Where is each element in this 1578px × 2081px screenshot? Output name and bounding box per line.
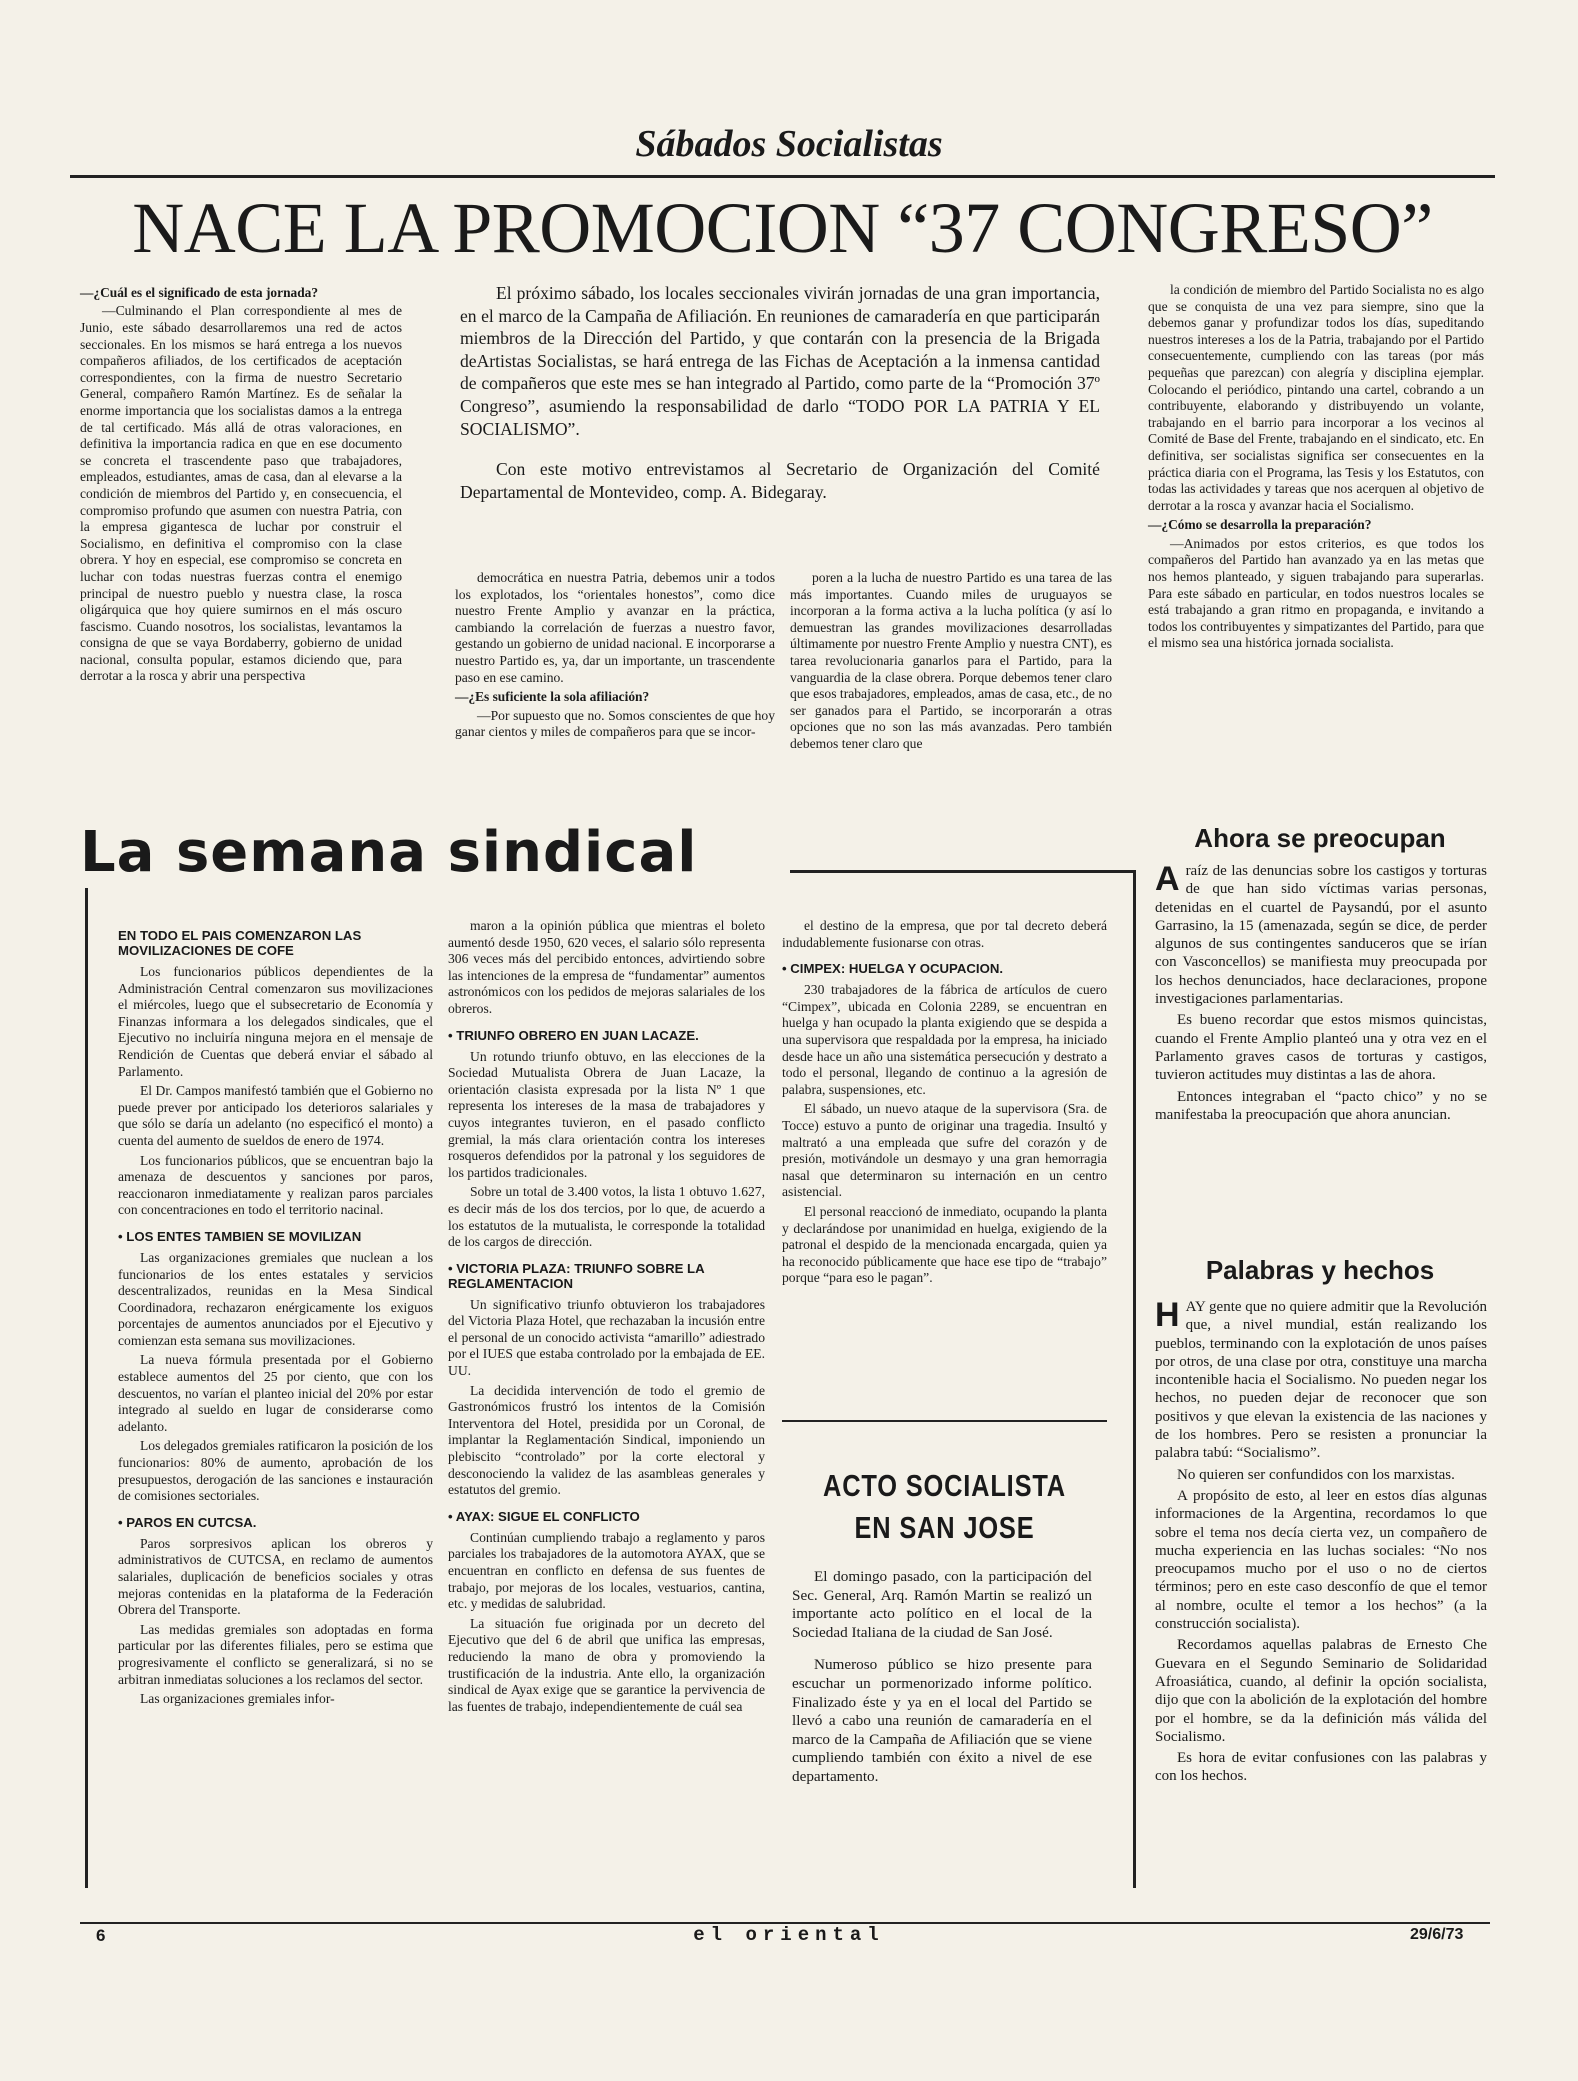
intro-paragraph: Con este motivo entrevistamos al Secretario de Organización del Comité Departamental de Montevideo, comp. A. Bidegaray. <box>460 459 1100 502</box>
subheading: • VICTORIA PLAZA: TRIUNFO SOBRE LA REGLAMENTACION <box>448 1260 705 1291</box>
ahora-body <box>1155 862 1487 1124</box>
paragraph: la condición de miembro del Partido Socialista no es algo que se conquista de una vez para siempre, sino que la debemos ganar y profundizar todos los días, supeditando nuestros intereses a los de la Patria, trabajando por el Partido consecuentemente, cumpliendo con las tareas (por más pequeñas que parezcan) con alegría y disciplina ejemplar. Colocando el periódico, pintando una cartel, cobrando a un contribuyente, elaborando y distribuyendo un volante, trabajando en el barrio para incorporar a los vecinos al Comité de Base del Frente, trabajando en el sindicato, etc. En definitiva, ser socialistas significa ser consecuentes en la práctica diaria con el Programa, las Tesis y los Estatutos, con todas las actividades y tareas que nos acerquen al objetivo de derrotar a la rosca y avanzar hacia el Socialismo. <box>1148 282 1484 513</box>
paragraph: No quieren ser confundidos con los marxistas. <box>1177 1466 1455 1483</box>
paragraph: Continúan cumpliendo trabajo a reglamento y paros parciales los trabajadores de la automotora AYAX, que se encuentran en conflicto en defensa de sus fuentes de trabajo, por mejoras de los locales, vestuarios, cantina, etc. y medidas de salubridad. <box>448 1529 765 1612</box>
semana-frame-right <box>1133 870 1136 1888</box>
paragraph: Es bueno recordar que estos mismos quincistas, cuando el Frente Amplio planteó una y otra vez en el Parlamento graves casos de torturas y castigos, tuvieron actitudes muy distintas a las de ahora. <box>1155 1012 1487 1084</box>
acto-body <box>792 1568 1092 1801</box>
paragraph: 230 trabajadores de la fábrica de artículos de cuero “Cimpex”, ubicada en Colonia 2289, se encuentran en huelga y han ocupado la planta exigiendo que se despida a una supervisora que respaldada por la empresa, ha iniciado desde hace un año una sistemática persecución y destrato a todo el personal, llegando de continuo a la agresión de palabra, suspensiones, etc. <box>782 982 1107 1097</box>
newspaper-name: el oriental <box>693 1924 885 1946</box>
paragraph: Un significativo triunfo obtuvieron los trabajadores del Victoria Plaza Hotel, que rechazaban la incusión entre el personal de un conocido activista “amarillo” adiestrado por el IUES que estaba controlado por la embajada de EE. UU. <box>448 1296 765 1379</box>
intro-paragraph: El próximo sábado, los locales seccionales vivirán jornadas de una gran importancia, en el marco de la Campaña de Afiliación. En reuniones de camaradería en que participarán miembros de la Dirección del Partido, y que contarán con la presencia de la Brigada deArtistas Socialistas, se hará entrega de las Fichas de Aceptación a la inmensa cantidad de compañeros que este mes se han integrado al Partido, como parte de la “Promoción 37º Congreso”, asumiendo la responsabilidad de darlo “TODO POR LA PATRIA Y EL SOCIALISMO”. <box>460 283 1100 439</box>
paragraph: democrática en nuestra Patria, debemos unir a todos los explotados, los “orientales honestos”, como dice nuestro Frente Amplio y avanzar en la práctica, cambiando la correlación de fuerzas a nuestro favor, gestando un gobierno de unidad nacional. E incorporarse a nuestro Partido es, ya, dar un importante, un trascendente paso en ese camino. <box>455 570 775 685</box>
issue-date: 29/6/73 <box>1410 1926 1464 1943</box>
paragraph: Las organizaciones gremiales que nuclean a los funcionarios de los entes estatales y servicios descentralizados, reunidas en la Mesa Sindical Coordinadora, rechazaron enérgicamente los exiguos porcentajes de aumentos anunciados por el Ejecutivo y comienzan esta semana sus movilizaciones. <box>118 1249 433 1348</box>
paragraph: Paros sorpresivos aplican los obreros y administrativos de CUTCSA, en reclamo de aumentos salariales, duplicación de beneficios sociales y otras mejoras contenidas en la plataforma de la Federación Obrera del Transporte. <box>118 1535 433 1618</box>
paragraph: El Dr. Campos manifestó también que el Gobierno no puede prever por anticipado los deterioros salariales y que sólo se daría un adelanto (no especificó el monto) a cuenta del aumento de sueldos de enero de 1974. <box>118 1083 433 1148</box>
paragraph: raíz de las denuncias sobre los castigos y torturas de que han sido víctimas varias personas, detenidas en el cuartel de Paysandú, por el asunto Garrasino, la 15 (amenazada, según se dice, de perder algunos de sus contingentes sanduceros que se irían con Vasconcellos) se manifiesta muy preocupada por los hechos denunciados, hace declaraciones, propone investigaciones parlamentarias. <box>1155 863 1487 1008</box>
ahora-title: Ahora se preocupan <box>1194 823 1446 853</box>
acto-title-line1: ACTO SOCIALISTA <box>823 1468 1066 1503</box>
section-rule <box>70 175 1495 178</box>
interview-column-4 <box>1148 282 1484 652</box>
palabras-title: Palabras y hechos <box>1205 1255 1435 1285</box>
paragraph: Las organizaciones gremiales infor- <box>140 1691 335 1707</box>
paragraph: —Animados por estos criterios, es que todos los compañeros del Partido han avanzado ya en las metas que nos hemos planteado, y siguen trabajando para superarlas. Para este sábado en particular, en todos nuestros locales se está trabajando a gran ritmo en propaganda, e invitando a todos los contribuyentes y simpatizantes del Partido, para que el mismo sea una histórica jornada socialista. <box>1148 535 1484 651</box>
page-number: 6 <box>96 1926 106 1945</box>
paragraph: Numeroso público se hizo presente para escuchar un pormenorizado informe político. Finalizado éste y ya en el local del Partido se llevó a cabo una reunión de camaradería en el marco de la Campaña de Afiliación que se viene cumpliendo también con éxito a nivel de ese departamento. <box>792 1656 1092 1785</box>
paragraph: A propósito de esto, al leer en estos días algunas informaciones de la Argentina, recordamos lo que sobre el tema nos decía cierta vez, un compañero de mucha experiencia en las luchas sociales: “No nos preocupamos mucho por el uso o no de ciertos términos; pero en este caso desconfío de que el temor al nombre, oculte el temor a los hechos” (a la construcción socialista). <box>1155 1487 1487 1633</box>
acto-box-rule <box>782 1420 1107 1422</box>
paragraph: Los funcionarios públicos dependientes de la Administración Central comenzaron sus movilizaciones el miércoles, luego que el subsecretario de Economía y Finanzas informara a los delegados sindicales, que el Ejecutivo no incluiría ninguna mejora en el mensaje de Rendición de Cuentas que deberá enviar el sábado al Parlamento. <box>118 964 433 1079</box>
paragraph: El domingo pasado, con la participación del Sec. General, Arq. Ramón Martin se realizó un importante acto político en el local de la Sociedad Italiana de la ciudad de San José. <box>792 1568 1092 1641</box>
paragraph: AY gente que no quiere admitir que la Revolución que, a nivel mundial, están realizando los pueblos, terminando con la explotación de unos países por otros, de una clase por otra, constituye una marcha incontenible hacia el Socialismo. No pueden negar los hechos, no pueden dejar de reconocer que son positivos y que elevan la existencia de las naciones y de los hombres. Pero se resisten a pronunciar la palabra tabú: “Socialismo”. <box>1155 1299 1487 1462</box>
subheading: • PAROS EN CUTCSA. <box>118 1514 257 1530</box>
section-title: Sábados Socialistas <box>635 123 943 165</box>
paragraph: El personal reaccionó de inmediato, ocupando la planta y declarándose por unanimidad en huelga, exigiendo de la patronal el despido de la mencionada encargada, quien ya ha reconocido públicamente que hace ese tipo de “trabajo” porque “para eso le pagan”. <box>782 1203 1107 1286</box>
paragraph: Los delegados gremiales ratificaron la posición de los funcionarios: 80% de aumento, aprobación de los presupuestos, derogación de las sanciones e instauración de comisiones sectoriales. <box>118 1438 433 1504</box>
subheading: • LOS ENTES TAMBIEN SE MOVILIZAN <box>118 1228 362 1244</box>
interview-column-3 <box>790 570 1112 753</box>
subheading: • TRIUNFO OBRERO EN JUAN LACAZE. <box>448 1027 699 1043</box>
subheading: EN TODO EL PAIS COMENZARON LAS MOVILIZACIONES DE COFE <box>118 928 362 958</box>
paragraph: —Por supuesto que no. Somos conscientes de que hoy ganar cientos y miles de compañeros para que se incor- <box>455 707 775 740</box>
headline: NACE LA PROMOCION “37 CONGRESO” <box>132 188 1433 268</box>
semana-frame-left <box>85 888 88 1888</box>
interview-intro <box>460 282 1100 503</box>
subheading: • CIMPEX: HUELGA Y OCUPACION. <box>782 961 1004 977</box>
paragraph: Las medidas gremiales son adoptadas en forma particular por las diferentes filiales, pero se estima que progresivamente el conflicto se generalizará, si no se arbitran inmediatas soluciones a los reclamos del sector. <box>118 1621 433 1687</box>
semana-column-1 <box>118 918 433 1708</box>
paragraph: Entonces integraban el “pacto chico” y no se manifestaba la preocupación que ahora anuncian. <box>1155 1088 1487 1123</box>
paragraph: maron a la opinión pública que mientras el boleto aumentó desde 1950, 620 veces, el salario sólo representa 306 veces más del percibido entonces, advirtiendo sobre las intenciones de la empresa de “fundamentar” aumentos astronómicos con los pedidos de mejoras salariales de los obreros. <box>448 918 765 1016</box>
subheading: • AYAX: SIGUE EL CONFLICTO <box>448 1508 640 1524</box>
paragraph: —Culminando el Plan correspondiente al mes de Junio, este sábado desarrollaremos una red de actos seccionales. En los mismos se hará entrega a los nuevos compañeros afiliados, de los certificados de aceptación correspondientes, con la firma de nuestro Secretario General, compañero Ramón Martínez. Es de señalar la enorme importancia que los socialistas damos a la entrega de tal certificado. Más allá de otras valoraciones, en definitiva la importancia radica en que en ese documento se concreta el trascendente paso que trabajadores, empleados, estudiantes, amas de casa, dan al elevarse a la condición de miembros del Partido y, en consecuencia, el compromiso profundo que asumen con nuestra Patria, con la empresa gigantesca de luchar por construir el Socialismo, en definitiva el compromiso con la clase obrera. Y hoy en especial, ese compromiso se concreta en luchar con todas nuestras fuerzas contra el enemigo principal de nuestro pueblo y nuestra clase, la rosca oligárquica que hoy quiere sumirnos en el más oscuro fascismo. Cuando nosotros, los socialistas, levantamos la consigna de que se vaya Bordaberry, gobierno de unidad nacional, consulta popular, estamos diciendo que, para derrotar a la rosca y abrir una perspectiva <box>80 303 402 684</box>
interview-column-1 <box>80 282 402 685</box>
drop-cap: H <box>1155 1296 1180 1334</box>
paragraph: Recordamos aquellas palabras de Ernesto Che Guevara en el Segundo Seminario de Solidaridad Afroasiática, cuando, al definir la opción socialista, dijo que con la abolición de la explotación del hombre por el hombre, se da la definición más válida del Socialismo. <box>1155 1637 1487 1745</box>
semana-title: La semana sindical <box>80 820 698 885</box>
palabras-body <box>1155 1298 1487 1786</box>
acto-title-line2: EN SAN JOSE <box>854 1510 1035 1545</box>
interview-question: —¿Cómo se desarrolla la preparación? <box>1148 517 1372 533</box>
interview-column-2 <box>455 570 775 741</box>
paragraph: La decidida intervención de todo el gremio de Gastronómicos frustró los intentos de la Comisión Interventora del Hotel, presidida por un Coronal, de implantar la Reglamentación Sindical, imponiendo un plebiscito “controlado” por la corte electoral y desconociendo la validez de las asambleas generales y estatutos del gremio. <box>448 1382 765 1498</box>
paragraph: Los funcionarios públicos, que se encuentran bajo la amenaza de descuentos y sanciones por paros, reaccionaron inmediatamente y realizan paros parciales con concentraciones en todo el territorio nacinal. <box>118 1152 433 1218</box>
paragraph: poren a la lucha de nuestro Partido es una tarea de las más importantes. Cuando miles de uruguayos se incorporan a la forma activa a la lucha política (y así lo demuestran las grandes movilizaciones desarrolladas últimamente por nuestro Frente Amplio y nuestra CNT), es tarea revolucionaria ganarlos para el Partido, para la vanguardia de la clase obrera. Porque debemos tener claro que esos trabajadores, empleados, amas de casa, etc., de no ser ganados para el Partido, se incorporarán a otras opciones que no son las más avanzadas. Pero también debemos tener claro que <box>790 570 1112 751</box>
acto-title <box>811 1465 1078 1549</box>
paragraph: La nueva fórmula presentada por el Gobierno establece aumentos del 25 por ciento, que con los descuentos, no varían el planteo inicial del 20% por estar integrado al sueldo en lugar de considerarse como adelanto. <box>118 1352 433 1434</box>
paragraph: el destino de la empresa, que por tal decreto deberá indudablemente fusionarse con otras. <box>782 918 1107 950</box>
paragraph: La situación fue originada por un decreto del Ejecutivo que del 6 de abril que unifica las empresas, reduciendo la mano de obra y promoviendo la trustificación de la industria. Ante ello, la organización sindical de Ayax exige que se garantice la pervivencia de las fuentes de trabajo, independientemente de cuál sea <box>448 1615 765 1714</box>
semana-column-3 <box>782 918 1107 1287</box>
semana-frame-top <box>790 870 1135 873</box>
paragraph: Es hora de evitar confusiones con las palabras y con los hechos. <box>1155 1750 1487 1785</box>
drop-cap: A <box>1155 860 1180 898</box>
paragraph: Un rotundo triunfo obtuvo, en las elecciones de la Sociedad Mutualista Obrera de Juan Lacaze, la orientación clasista expresada por la lista Nº 1 que representa los intereses de la masa de trabajadores y cuyos integrantes tuvieron, en el pasado conflicto gremial, la más clara orientación contra los intereses rosqueros defendidos por la patronal y los seguidores de los partidos tradicionales. <box>448 1048 765 1180</box>
interview-question: —¿Cuál es el significado de esta jornada? <box>80 285 319 300</box>
semana-column-2 <box>448 918 765 1715</box>
paragraph: El sábado, un nuevo ataque de la supervisora (Sra. de Tocce) estuvo a punto de originar una tragedia. Insultó y maltrató a una empleada que sufre del corazón y de presión, motivándole un desmayo y una gran hemorragia nasal que determinaron su internación en un centro asistencial. <box>782 1101 1107 1200</box>
interview-question: —¿Es suficiente la sola afiliación? <box>455 689 650 705</box>
paragraph: Sobre un total de 3.400 votos, la lista 1 obtuvo 1.627, es decir más de los dos tercios, por lo que, de acuerdo a los estatutos de la mutualista, le corresponde la totalidad de los cargos de dirección. <box>448 1184 765 1250</box>
